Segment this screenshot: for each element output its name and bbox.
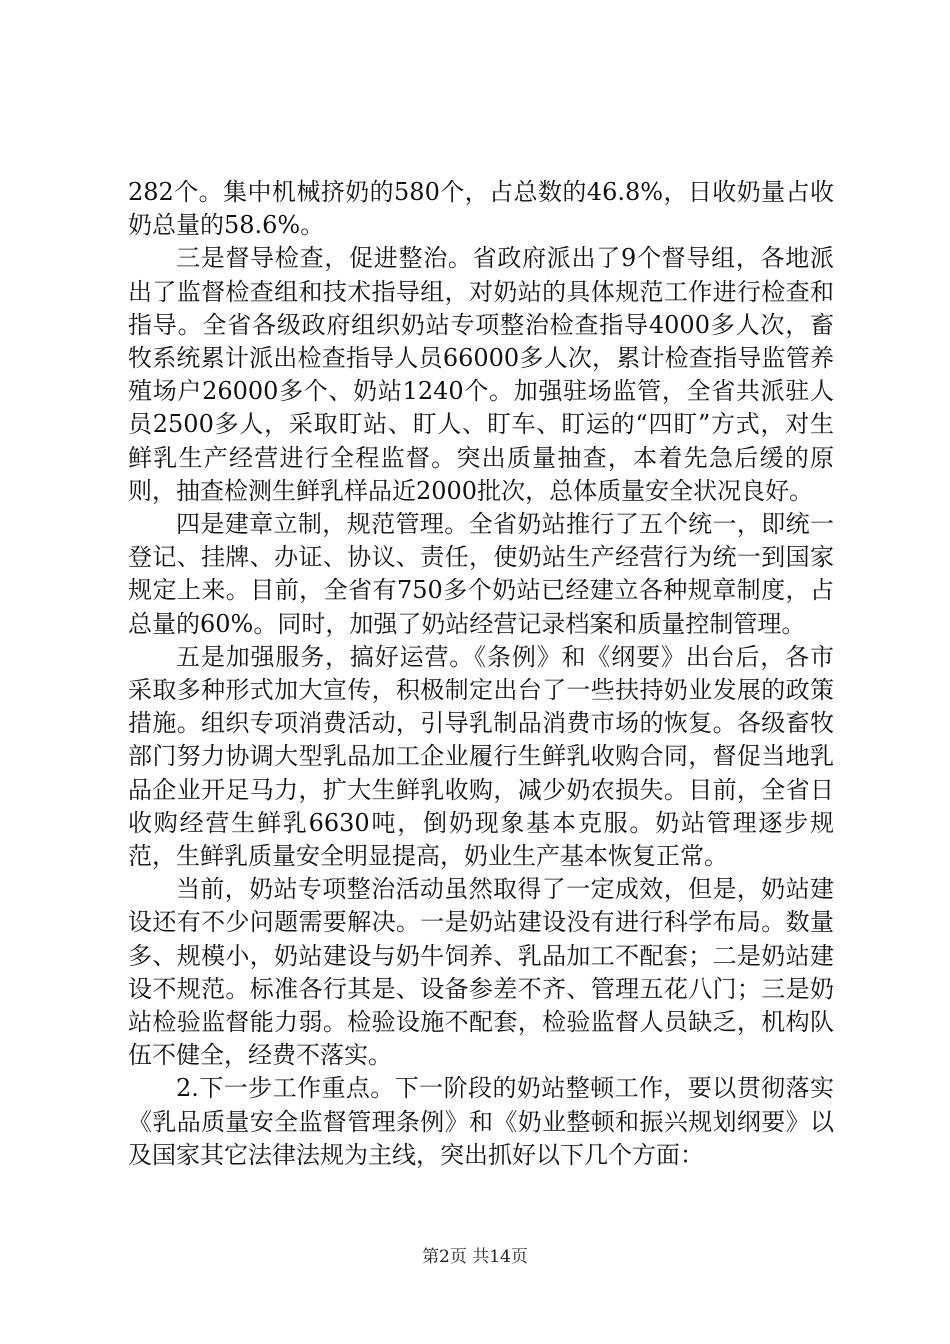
paragraph-supervision: 三是督导检查，促进整治。省政府派出了9个督导组，各地派出了监督检查组和技术指导组，对奶站的具体规范工作进行检查和指导。全省各级政府组织奶站专项整治检查指导4000多人次，畜牧系统累计派出检查指导人员66000多人次，累计检查指导监管养殖场户26000多个、奶站1240个。加强驻场监管，全省共派驻人员2500多人，采取盯站、盯人、盯车、盯运的“四盯”方式，对生鲜乳生产经营进行全程监督。突出质量抽查，本着先急后缓的原则，抽查检测生鲜乳样品近2000批次，总体质量安全状况良好。: [128, 244, 834, 505]
paragraph-next-steps: 2.下一步工作重点。下一阶段的奶站整顿工作，要以贯彻落实《乳品质量安全监督管理条例》和《奶业整顿和振兴规划纲要》以及国家其它法律法规为主线，突出抓好以下几个方面：: [128, 1074, 834, 1169]
document-body: [128, 176, 834, 1172]
paragraph-service: 五是加强服务，搞好运营。《条例》和《纲要》出台后，各市采取多种形式加大宣传，积极制定出台了一些扶持奶业发展的政策措施。组织专项消费活动，引导乳制品消费市场的恢复。各级畜牧部门努力协调大型乳品加工企业履行生鲜乳收购合同，督促当地乳品企业开足马力，扩大生鲜乳收购，减少奶农损失。目前，全省日收购经营生鲜乳6630吨，倒奶现象基本克服。奶站管理逐步规范，生鲜乳质量安全明显提高，奶业生产基本恢复正常。: [128, 642, 834, 871]
page-footer: 第2页 共14页: [422, 1247, 528, 1267]
paragraph-problems: 当前，奶站专项整治活动虽然取得了一定成效，但是，奶站建设还有不少问题需要解决。一是奶站建设没有进行科学布局。数量多、规模小，奶站建设与奶牛饲养、乳品加工不配套；二是奶站建设不规范。标准各行其是、设备参差不齐、管理五花八门；三是奶站检验监督能力弱。检验设施不配套，检验监督人员缺乏，机构队伍不健全，经费不落实。: [128, 875, 834, 1070]
paragraph-regulation: 四是建章立制，规范管理。全省奶站推行了五个统一，即统一登记、挂牌、办证、协议、责任，使奶站生产经营行为统一到国家规定上来。目前，全省有750多个奶站已经建立各种规章制度，占总量的60%。同时，加强了奶站经营记录档案和质量控制管理。: [128, 510, 834, 638]
paragraph-continuation: 282个。集中机械挤奶的580个，占总数的46.8%，日收奶量占收奶总量的58.6%。: [128, 178, 834, 240]
